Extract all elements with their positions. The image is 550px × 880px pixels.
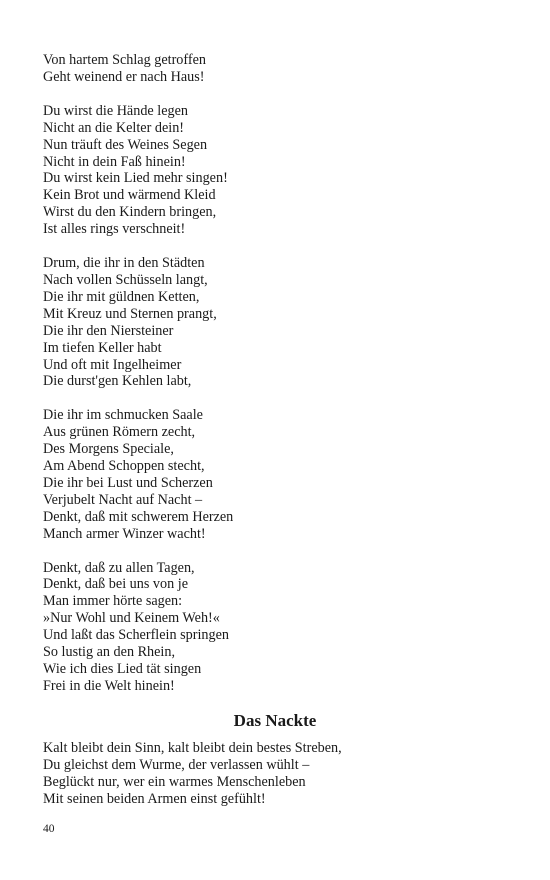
poem-line: Mit seinen beiden Armen einst gefühlt! <box>43 790 266 807</box>
poem-line: Drum, die ihr in den Städten <box>43 255 205 272</box>
poem-line: Du wirst die Hände legen <box>43 102 188 119</box>
poem-line: Des Morgens Speciale, <box>43 441 174 458</box>
stanza-1 <box>43 52 513 86</box>
poem-das-nackte <box>43 740 513 808</box>
poem-line: Und oft mit Ingelheimer <box>43 356 182 373</box>
page-number: 40 <box>43 823 55 835</box>
poem-line: Denkt, daß bei uns von je <box>43 576 188 593</box>
poem-line: »Nur Wohl und Keinem Weh!« <box>43 610 220 627</box>
poem-line: Nun träuft des Weines Segen <box>43 136 208 153</box>
poem-line: Die ihr im schmucken Saale <box>43 407 203 424</box>
poem-line: Nach vollen Schüsseln langt, <box>43 271 208 288</box>
poem-line: Von hartem Schlag getroffen <box>43 52 206 68</box>
poem-line: Die durst'gen Kehlen labt, <box>43 373 192 390</box>
poem-line: Die ihr den Niersteiner <box>43 322 174 339</box>
stanza-3 <box>43 255 513 390</box>
poem-line: Frei in die Welt hinein! <box>43 677 175 694</box>
poem-line: Mit Kreuz und Sternen prangt, <box>43 305 217 322</box>
poem-line: Am Abend Schoppen stecht, <box>43 458 205 475</box>
poem-line: Nicht in dein Faß hinein! <box>43 153 186 170</box>
poem-line: Man immer hörte sagen: <box>43 593 183 610</box>
poem-line: Aus grünen Römern zecht, <box>43 424 196 441</box>
poem-line: Beglückt nur, wer ein warmes Menschenleben <box>43 773 306 790</box>
poem-line: Wirst du den Kindern bringen, <box>43 204 217 221</box>
poem-line: Geht weinend er nach Haus! <box>43 68 205 85</box>
poem-line: Manch armer Winzer wacht! <box>43 525 206 542</box>
poem-line: Denkt, daß zu allen Tagen, <box>43 559 195 576</box>
poem-line: Du wirst kein Lied mehr singen! <box>43 170 228 187</box>
poem-line: Kein Brot und wärmend Kleid <box>43 187 216 204</box>
poem-line: Wie ich dies Lied tät singen <box>43 661 202 677</box>
stanza-4 <box>43 407 513 542</box>
poem-line: Denkt, daß mit schwerem Herzen <box>43 508 234 525</box>
poem-line: Und laßt das Scherflein springen <box>43 627 229 644</box>
poem-line: Nicht an die Kelter dein! <box>43 119 185 136</box>
stanza-5 <box>43 560 513 695</box>
poem-line: Kalt bleibt dein Sinn, kalt bleibt dein bestes Streben, <box>43 740 342 756</box>
poem-title: Das Nackte <box>233 711 317 730</box>
poem-line: Du gleichst dem Wurme, der verlassen wühlt – <box>43 756 310 773</box>
stanza-2 <box>43 103 513 238</box>
poem-line: Im tiefen Keller habt <box>43 339 162 356</box>
poem-continued <box>43 52 513 712</box>
poem-line: Verjubelt Nacht auf Nacht – <box>43 491 203 508</box>
poem-line: Ist alles rings verschneit! <box>43 221 186 238</box>
poem-line: So lustig an den Rhein, <box>43 644 176 661</box>
poem-line: Die ihr bei Lust und Scherzen <box>43 474 213 491</box>
poem-line: Die ihr mit güldnen Ketten, <box>43 288 200 305</box>
